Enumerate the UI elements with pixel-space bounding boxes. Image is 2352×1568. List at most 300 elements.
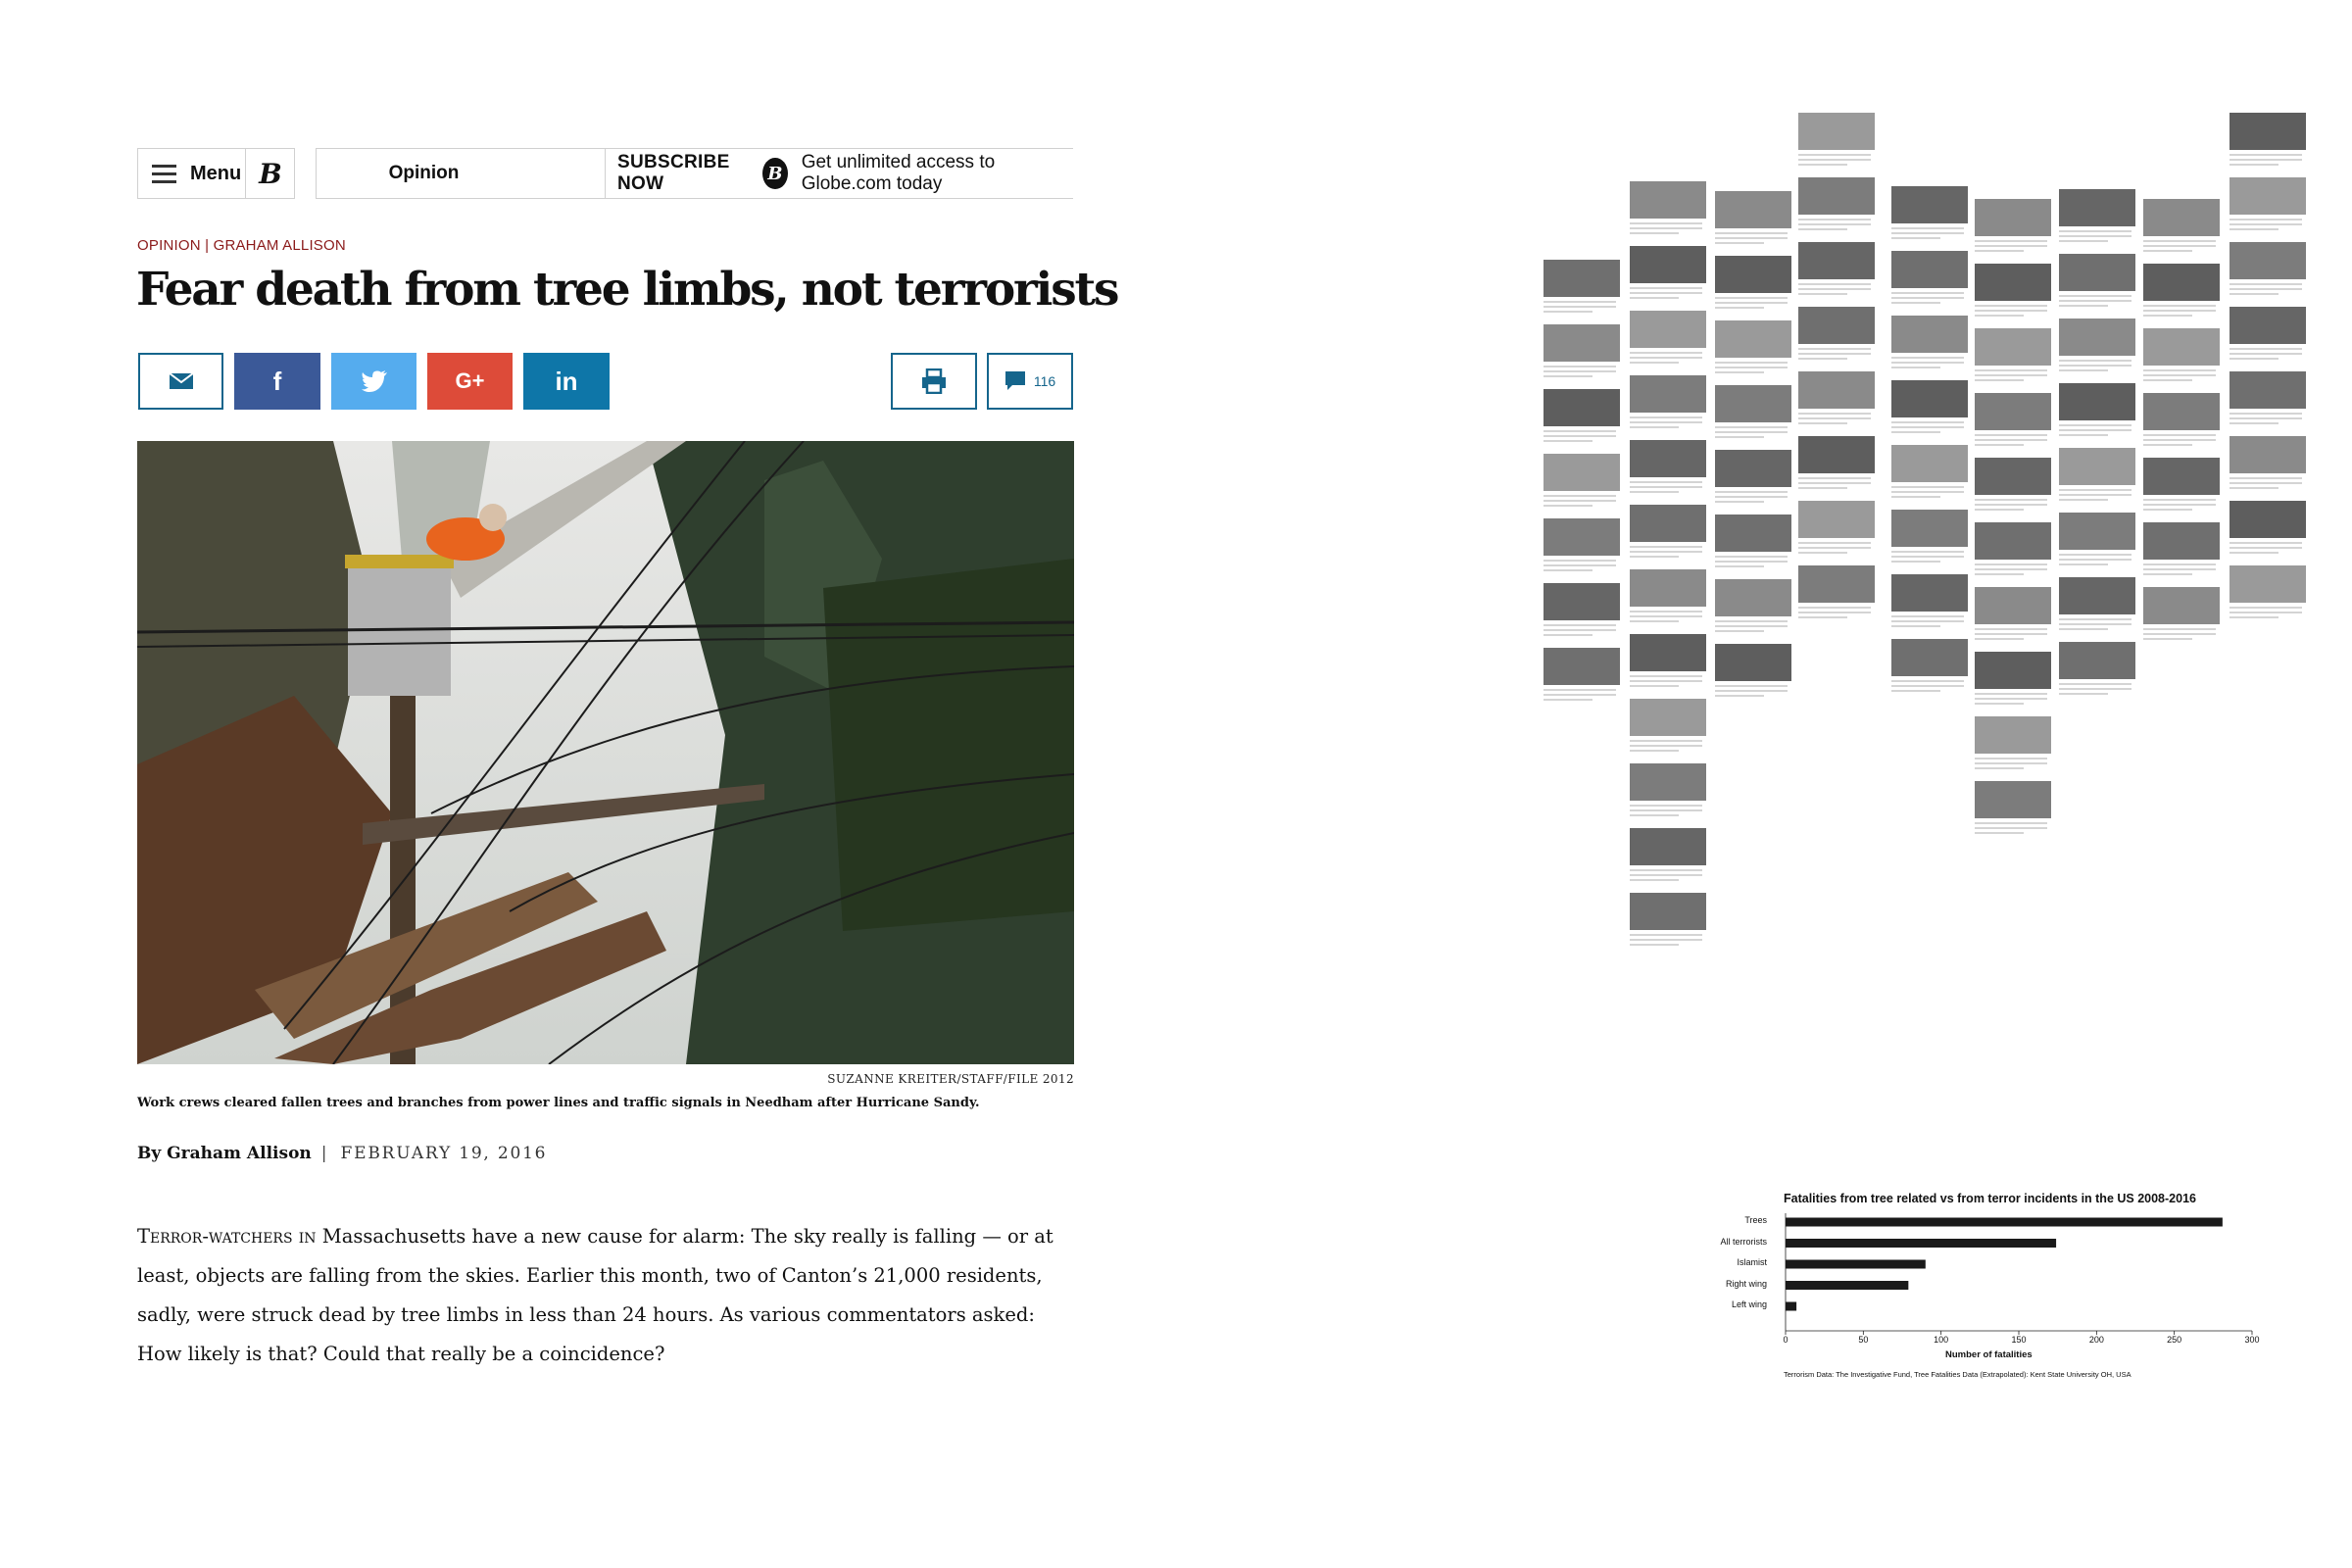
news-clipping-card xyxy=(1975,587,2051,646)
x-axis-label: Number of fatalities xyxy=(1945,1349,2033,1360)
article-headline: Fear death from tree limbs, not terrorists xyxy=(136,263,1118,317)
clipping-text-line xyxy=(1798,542,1871,544)
clipping-text-line xyxy=(2059,429,2132,431)
clipping-text-line xyxy=(1544,495,1616,497)
clipping-text-line xyxy=(2059,564,2108,565)
news-clipping-card xyxy=(1975,393,2051,452)
clipping-text-line xyxy=(2230,607,2302,609)
chart-bar xyxy=(1786,1239,2056,1248)
clipping-text-line xyxy=(1798,159,1871,161)
clipping-text-line xyxy=(1798,552,1847,554)
clipping-text-line xyxy=(1975,703,2024,705)
clipping-text-line xyxy=(1891,625,1940,627)
comment-count: 116 xyxy=(1033,373,1056,389)
clipping-thumbnail xyxy=(2230,113,2306,150)
clipping-text-line xyxy=(2143,633,2216,635)
clipping-text-line xyxy=(1630,287,1702,289)
clipping-text-line xyxy=(1975,638,2024,640)
clipping-thumbnail xyxy=(1715,579,1791,616)
clipping-thumbnail xyxy=(2230,371,2306,409)
clipping-thumbnail xyxy=(1798,307,1875,344)
clipping-text-line xyxy=(1798,223,1871,225)
clipping-thumbnail xyxy=(1891,316,1968,353)
clipping-text-line xyxy=(2059,295,2132,297)
news-clipping-card xyxy=(1975,199,2051,258)
clipping-text-line xyxy=(2230,228,2278,230)
clipping-thumbnail xyxy=(1715,191,1791,228)
clipping-thumbnail xyxy=(1544,648,1620,685)
clipping-text-line xyxy=(1715,426,1788,428)
clipping-thumbnail xyxy=(1630,246,1706,283)
news-clipping-card xyxy=(2230,177,2306,236)
news-clipping-card xyxy=(2143,587,2220,646)
section-link-opinion[interactable] xyxy=(316,148,606,199)
clipping-thumbnail xyxy=(1975,264,2051,301)
subscribe-now-link[interactable]: SUBSCRIBE NOW xyxy=(617,152,730,194)
clipping-thumbnail xyxy=(1630,569,1706,607)
news-clipping-card xyxy=(2059,189,2135,248)
news-clipping-card xyxy=(2230,565,2306,624)
article-body xyxy=(137,1217,1078,1374)
clipping-thumbnail xyxy=(2059,383,2135,420)
clipping-text-line xyxy=(1891,362,1964,364)
clipping-text-line xyxy=(2143,439,2216,441)
clipping-text-line xyxy=(1630,556,1679,558)
news-clipping-card xyxy=(1798,307,1875,366)
clipping-text-line xyxy=(1630,874,1702,876)
clipping-text-line xyxy=(1798,288,1871,290)
clipping-text-line xyxy=(1715,367,1788,368)
clipping-thumbnail xyxy=(2059,642,2135,679)
globe-logo-icon[interactable]: B xyxy=(259,157,282,190)
clipping-text-line xyxy=(1630,615,1702,617)
clipping-text-line xyxy=(1975,310,2047,312)
clipping-text-line xyxy=(1891,232,1964,234)
news-clippings-mosaic xyxy=(1544,113,2318,956)
clipping-thumbnail xyxy=(1891,380,1968,417)
x-tick-label: 250 xyxy=(2167,1335,2182,1345)
clipping-text-line xyxy=(2230,159,2302,161)
clipping-text-line xyxy=(1975,434,2047,436)
share-google-plus-button[interactable] xyxy=(427,353,513,410)
clipping-thumbnail xyxy=(2059,189,2135,226)
clipping-thumbnail xyxy=(1544,454,1620,491)
news-clipping-card xyxy=(1544,389,1620,448)
clipping-text-line xyxy=(2143,310,2216,312)
clipping-thumbnail xyxy=(2230,242,2306,279)
news-clipping-card xyxy=(2143,458,2220,516)
clipping-text-line xyxy=(2143,444,2192,446)
news-clipping-card xyxy=(1975,781,2051,840)
clipping-text-line xyxy=(1715,297,1788,299)
clipping-text-line xyxy=(1891,297,1964,299)
news-clipping-card xyxy=(1975,458,2051,516)
news-clipping-card xyxy=(2143,393,2220,452)
news-clipping-card xyxy=(1544,454,1620,513)
clipping-text-line xyxy=(1544,311,1592,313)
news-clipping-card xyxy=(1715,579,1791,638)
clipping-text-line xyxy=(1975,245,2047,247)
news-clipping-card xyxy=(1798,501,1875,560)
clipping-text-line xyxy=(1975,444,2024,446)
clipping-text-line xyxy=(1798,547,1871,549)
clipping-text-line xyxy=(1630,944,1679,946)
news-clipping-card xyxy=(1715,256,1791,315)
clipping-text-line xyxy=(1630,620,1679,622)
clipping-text-line xyxy=(2230,219,2302,220)
news-clipping-card xyxy=(1544,583,1620,642)
clipping-thumbnail xyxy=(2059,513,2135,550)
news-clipping-card xyxy=(1630,634,1706,693)
clipping-text-line xyxy=(2143,573,2192,575)
clipping-text-line xyxy=(1715,496,1788,498)
clipping-text-line xyxy=(1630,426,1679,428)
clipping-text-line xyxy=(2143,369,2216,371)
clipping-text-line xyxy=(2230,293,2278,295)
clipping-thumbnail xyxy=(1798,436,1875,473)
clipping-text-line xyxy=(1630,551,1702,553)
clipping-text-line xyxy=(1891,431,1940,433)
news-clipping-card xyxy=(1975,522,2051,581)
clipping-text-line xyxy=(1715,491,1788,493)
news-clipping-card xyxy=(1544,648,1620,707)
share-twitter-button[interactable] xyxy=(331,353,416,410)
google-plus-icon: G+ xyxy=(455,368,485,393)
clipping-text-line xyxy=(1544,634,1592,636)
clipping-text-line xyxy=(1630,416,1702,418)
clipping-thumbnail xyxy=(1891,639,1968,676)
category-label: Left wing xyxy=(1731,1299,1767,1309)
clipping-text-line xyxy=(2143,305,2216,307)
clipping-text-line xyxy=(1630,939,1702,941)
body-paragraph: Massachusetts have a new cause for alarm: The sky really is falling — or at least, objects are falling from the skies. Earlier this month, two of Canton’s 21,000 residents, sadly, were struck dead by tree limbs in less than 24 hours. As various commentators asked: How likely is that? Could that really be a coincidence? xyxy=(137,1225,1054,1365)
globe-b-icon: B xyxy=(762,158,788,189)
clipping-text-line xyxy=(1798,616,1847,618)
news-clipping-card xyxy=(2230,501,2306,560)
x-tick-label: 150 xyxy=(2011,1335,2027,1345)
news-clipping-card xyxy=(2059,383,2135,442)
clipping-text-line xyxy=(2230,353,2302,355)
clipping-text-line xyxy=(1891,426,1964,428)
clipping-text-line xyxy=(1975,698,2047,700)
clipping-text-line xyxy=(1715,630,1764,632)
news-clipping-card xyxy=(2059,318,2135,377)
clipping-text-line xyxy=(1715,302,1788,304)
clipping-thumbnail xyxy=(1630,440,1706,477)
clipping-text-line xyxy=(1891,561,1940,563)
clipping-thumbnail xyxy=(1975,781,2051,818)
clipping-text-line xyxy=(1715,561,1788,563)
clipping-text-line xyxy=(2059,489,2132,491)
clipping-text-line xyxy=(2059,683,2132,685)
clipping-text-line xyxy=(1798,477,1871,479)
clipping-text-line xyxy=(1891,227,1964,229)
clipping-text-line xyxy=(1715,307,1764,309)
article-kicker[interactable]: OPINION | GRAHAM ALLISON xyxy=(137,237,346,254)
clipping-text-line xyxy=(1630,879,1679,881)
byline-divider: | xyxy=(320,1144,327,1163)
news-clipping-card xyxy=(1891,251,1968,310)
clipping-text-line xyxy=(1891,551,1964,553)
clipping-text-line xyxy=(2059,499,2108,501)
clipping-thumbnail xyxy=(1798,177,1875,215)
clipping-text-line xyxy=(2143,504,2216,506)
clipping-text-line xyxy=(1975,762,2047,764)
clipping-text-line xyxy=(1630,685,1679,687)
news-clipping-card xyxy=(1544,324,1620,383)
linkedin-icon: in xyxy=(555,366,578,396)
clipping-thumbnail xyxy=(2143,522,2220,560)
clipping-thumbnail xyxy=(2059,448,2135,485)
clipping-thumbnail xyxy=(1630,699,1706,736)
clipping-thumbnail xyxy=(1544,260,1620,297)
chart-source: Terrorism Data: The Investigative Fund, Tree Fatalities Data (Extrapolated): Kent State University OH, USA xyxy=(1784,1370,2132,1379)
byline xyxy=(137,1144,547,1163)
clipping-text-line xyxy=(2059,559,2132,561)
clipping-text-line xyxy=(2230,542,2302,544)
clipping-text-line xyxy=(2230,223,2302,225)
clipping-text-line xyxy=(1544,375,1592,377)
clipping-thumbnail xyxy=(2230,501,2306,538)
clipping-text-line xyxy=(1630,680,1702,682)
clipping-thumbnail xyxy=(1975,393,2051,430)
clipping-text-line xyxy=(1975,509,2024,511)
clipping-thumbnail xyxy=(2143,393,2220,430)
clipping-text-line xyxy=(1975,564,2047,565)
clipping-text-line xyxy=(1715,501,1764,503)
news-clipping-card xyxy=(2059,448,2135,507)
clipping-thumbnail xyxy=(2143,199,2220,236)
clipping-text-line xyxy=(1975,633,2047,635)
article-photo xyxy=(137,441,1074,1064)
clipping-text-line xyxy=(1715,625,1788,627)
clipping-text-line xyxy=(1891,615,1964,617)
news-clipping-card xyxy=(2230,371,2306,430)
news-clipping-card xyxy=(1630,699,1706,758)
clipping-thumbnail xyxy=(1975,652,2051,689)
clipping-text-line xyxy=(2230,487,2278,489)
clipping-text-line xyxy=(1798,607,1871,609)
clipping-thumbnail xyxy=(1544,324,1620,362)
news-clipping-card xyxy=(1975,652,2051,710)
x-tick-label: 300 xyxy=(2244,1335,2260,1345)
clipping-text-line xyxy=(1715,237,1788,239)
photo-caption: Work crews cleared fallen trees and branches from power lines and traffic signals in Needham after Hurricane Sandy. xyxy=(137,1096,980,1110)
clipping-text-line xyxy=(2143,250,2192,252)
clipping-text-line xyxy=(1630,546,1702,548)
clipping-text-line xyxy=(1630,292,1702,294)
clipping-text-line xyxy=(1715,685,1788,687)
clipping-text-line xyxy=(2143,240,2216,242)
news-clipping-card xyxy=(1798,177,1875,236)
clipping-text-line xyxy=(2059,494,2132,496)
clipping-text-line xyxy=(1715,242,1764,244)
chart-bar xyxy=(1786,1281,1908,1290)
news-clipping-card xyxy=(1891,316,1968,374)
print-button[interactable] xyxy=(891,353,977,410)
clipping-text-line xyxy=(2059,235,2132,237)
clipping-text-line xyxy=(2143,638,2192,640)
clipping-thumbnail xyxy=(1630,828,1706,865)
clipping-text-line xyxy=(1630,805,1702,807)
section-label: Opinion xyxy=(388,163,460,183)
clipping-text-line xyxy=(1544,366,1616,368)
clipping-thumbnail xyxy=(1798,242,1875,279)
clipping-thumbnail xyxy=(1975,716,2051,754)
clipping-text-line xyxy=(1630,750,1679,752)
clipping-text-line xyxy=(1715,695,1764,697)
clipping-text-line xyxy=(2230,164,2278,166)
clipping-thumbnail xyxy=(1544,518,1620,556)
news-clipping-card xyxy=(1798,436,1875,495)
speech-bubble-icon xyxy=(1004,370,1026,392)
clipping-thumbnail xyxy=(1798,565,1875,603)
clipping-text-line xyxy=(1891,491,1964,493)
clipping-thumbnail xyxy=(1715,385,1791,422)
clipping-thumbnail xyxy=(1798,501,1875,538)
clipping-text-line xyxy=(2230,154,2302,156)
clipping-thumbnail xyxy=(2143,458,2220,495)
news-clipping-card xyxy=(1891,186,1968,245)
chart-bar xyxy=(1786,1302,1796,1311)
clipping-thumbnail xyxy=(1630,634,1706,671)
news-clipping-card xyxy=(1798,113,1875,172)
news-clipping-card xyxy=(1891,639,1968,698)
clipping-text-line xyxy=(1544,435,1616,437)
clipping-text-line xyxy=(1630,481,1702,483)
author-name[interactable]: By Graham Allison xyxy=(137,1144,312,1163)
category-label: All terrorists xyxy=(1720,1236,1767,1247)
news-clipping-card xyxy=(2143,328,2220,387)
clipping-thumbnail xyxy=(2230,177,2306,215)
clipping-text-line xyxy=(1630,222,1702,224)
clipping-text-line xyxy=(1630,740,1702,742)
clipping-text-line xyxy=(2143,509,2192,511)
clipping-thumbnail xyxy=(1544,583,1620,620)
clipping-thumbnail xyxy=(2143,264,2220,301)
clipping-text-line xyxy=(1544,370,1616,372)
news-clipping-card xyxy=(1798,371,1875,430)
news-clipping-card xyxy=(2230,113,2306,172)
clipping-text-line xyxy=(2143,568,2216,570)
publish-date: FEBRUARY 19, 2016 xyxy=(340,1144,548,1163)
news-clipping-card xyxy=(1798,242,1875,301)
clipping-text-line xyxy=(1975,369,2047,371)
clipping-text-line xyxy=(1544,430,1616,432)
clipping-text-line xyxy=(1975,305,2047,307)
news-clipping-card xyxy=(1630,181,1706,240)
clipping-text-line xyxy=(2230,417,2302,419)
subscribe-banner[interactable] xyxy=(605,148,1073,199)
news-clipping-card xyxy=(2230,436,2306,495)
clipping-text-line xyxy=(1975,573,2024,575)
clipping-thumbnail xyxy=(1544,389,1620,426)
clipping-text-line xyxy=(2230,348,2302,350)
news-clipping-card xyxy=(2059,642,2135,701)
clipping-text-line xyxy=(2230,482,2302,484)
news-clipping-card xyxy=(1975,328,2051,387)
hamburger-icon xyxy=(152,165,176,183)
clipping-text-line xyxy=(1798,154,1871,156)
clipping-text-line xyxy=(1975,827,2047,829)
clipping-text-line xyxy=(1975,315,2024,317)
clipping-text-line xyxy=(1798,417,1871,419)
clipping-thumbnail xyxy=(1715,514,1791,552)
news-clipping-card xyxy=(1715,644,1791,703)
menu-button[interactable] xyxy=(137,148,295,199)
clipping-text-line xyxy=(1715,436,1764,438)
clipping-text-line xyxy=(1975,767,2024,769)
clipping-text-line xyxy=(1798,283,1871,285)
clipping-thumbnail xyxy=(1891,251,1968,288)
clipping-text-line xyxy=(1630,745,1702,747)
news-clipping-card xyxy=(1630,311,1706,369)
clipping-text-line xyxy=(2143,564,2216,565)
clipping-text-line xyxy=(2059,424,2132,426)
clipping-text-line xyxy=(1544,505,1592,507)
clipping-text-line xyxy=(2143,499,2216,501)
clipping-text-line xyxy=(2059,230,2132,232)
news-clipping-card xyxy=(1630,569,1706,628)
clipping-thumbnail xyxy=(1715,320,1791,358)
twitter-icon xyxy=(361,369,388,393)
news-clipping-card xyxy=(1630,828,1706,887)
clipping-text-line xyxy=(1891,620,1964,622)
clipping-text-line xyxy=(2143,628,2216,630)
clipping-text-line xyxy=(1630,675,1702,677)
share-email-button[interactable] xyxy=(138,353,223,410)
news-clipping-card xyxy=(1715,450,1791,509)
clipping-text-line xyxy=(1630,611,1702,612)
clipping-text-line xyxy=(1715,690,1788,692)
clipping-text-line xyxy=(1630,362,1679,364)
clipping-text-line xyxy=(1544,560,1616,562)
clipping-thumbnail xyxy=(1630,375,1706,413)
clipping-thumbnail xyxy=(1975,522,2051,560)
menu-label: Menu xyxy=(190,162,242,184)
comments-button[interactable] xyxy=(987,353,1073,410)
photo-credit: SUZANNE KREITER/STAFF/FILE 2012 xyxy=(827,1072,1074,1086)
clipping-text-line xyxy=(1630,357,1702,359)
clipping-text-line xyxy=(2059,305,2108,307)
envelope-icon xyxy=(169,372,194,390)
news-clipping-card xyxy=(1891,380,1968,439)
news-clipping-card xyxy=(1544,518,1620,577)
clipping-text-line xyxy=(2230,612,2302,613)
clipping-text-line xyxy=(1975,693,2047,695)
clipping-text-line xyxy=(1798,422,1847,424)
share-linkedin-button[interactable] xyxy=(523,353,610,410)
category-label: Trees xyxy=(1744,1215,1767,1225)
clipping-text-line xyxy=(1630,491,1679,493)
clipping-text-line xyxy=(1544,694,1616,696)
clipping-text-line xyxy=(2230,477,2302,479)
news-clipping-card xyxy=(1544,260,1620,318)
clipping-text-line xyxy=(1715,431,1788,433)
share-facebook-button[interactable] xyxy=(234,353,320,410)
clipping-thumbnail xyxy=(1891,445,1968,482)
clipping-thumbnail xyxy=(1630,893,1706,930)
clipping-text-line xyxy=(1544,629,1616,631)
news-clipping-card xyxy=(2059,254,2135,313)
news-clipping-card xyxy=(1715,385,1791,444)
x-tick-label: 0 xyxy=(1783,1335,1788,1345)
clipping-text-line xyxy=(1798,482,1871,484)
clipping-text-line xyxy=(1544,500,1616,502)
clipping-text-line xyxy=(1630,486,1702,488)
clipping-text-line xyxy=(2230,413,2302,415)
clipping-text-line xyxy=(1544,301,1616,303)
